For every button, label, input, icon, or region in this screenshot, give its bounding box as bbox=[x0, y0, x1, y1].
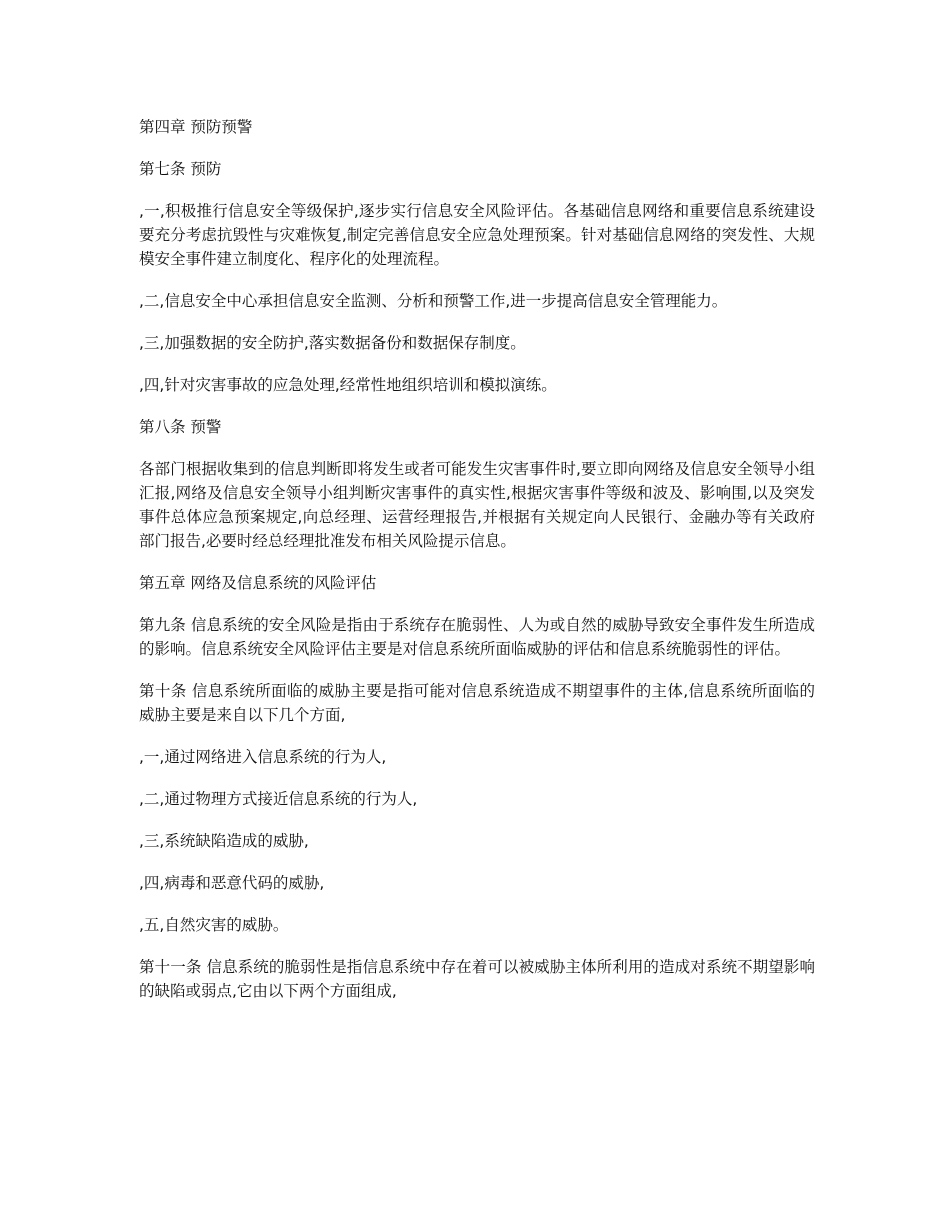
paragraph: 第十一条 信息系统的脆弱性是指信息系统中存在着可以被威胁主体所利用的造成对系统不期望影响的缺陷或弱点,它由以下两个方面组成, bbox=[139, 958, 815, 1000]
paragraph: ,三,加强数据的安全防护,落实数据备份和数据保存制度。 bbox=[139, 334, 526, 352]
article-heading: 第八条 预警 bbox=[139, 418, 222, 436]
list-item: ,二,通过物理方式接近信息系统的行为人, bbox=[139, 790, 418, 808]
paragraph: ,四,针对灾害事故的应急处理,经常性地组织培训和模拟演练。 bbox=[139, 376, 557, 394]
paragraph: ,二,信息安全中心承担信息安全监测、分析和预警工作,进一步提高信息安全管理能力。 bbox=[139, 292, 728, 310]
paragraph: 第九条 信息系统的安全风险是指由于系统存在脆弱性、人为或自然的威胁导致安全事件发生所造成的影响。信息系统安全风险评估主要是对信息系统所面临威胁的评估和信息系统脆弱性的评估。 bbox=[139, 616, 815, 658]
paragraph: ,一,积极推行信息安全等级保护,逐步实行信息安全风险评估。各基础信息网络和重要信息系统建设要充分考虑抗毁性与灾难恢复,制定完善信息安全应急处理预案。针对基础信息网络的突发性、大规模安全事件建立制度化、程序化的处理流程。 bbox=[139, 202, 815, 268]
list-item: ,一,通过网络进入信息系统的行为人, bbox=[139, 748, 387, 766]
article-heading: 第七条 预防 bbox=[139, 160, 222, 178]
document-body bbox=[139, 115, 815, 1021]
chapter-heading: 第五章 网络及信息系统的风险评估 bbox=[139, 574, 377, 592]
list-item: ,四,病毒和恶意代码的威胁, bbox=[139, 874, 325, 892]
paragraph: 第十条 信息系统所面临的威胁主要是指可能对信息系统造成不期望事件的主体,信息系统所面临的威胁主要是来自以下几个方面, bbox=[139, 682, 815, 724]
list-item: ,五,自然灾害的威胁。 bbox=[139, 916, 289, 934]
list-item: ,三,系统缺陷造成的威胁, bbox=[139, 832, 309, 850]
paragraph: 各部门根据收集到的信息判断即将发生或者可能发生灾害事件时,要立即向网络及信息安全领导小组汇报,网络及信息安全领导小组判断灾害事件的真实性,根据灾害事件等级和波及、影响围,以及突发事件总体应急预案规定,向总经理、运营经理报告,并根据有关规定向人民银行、金融办等有关政府部门报告,必要时经总经理批准发布相关风险提示信息。 bbox=[139, 460, 815, 550]
chapter-heading: 第四章 预防预警 bbox=[139, 118, 253, 136]
